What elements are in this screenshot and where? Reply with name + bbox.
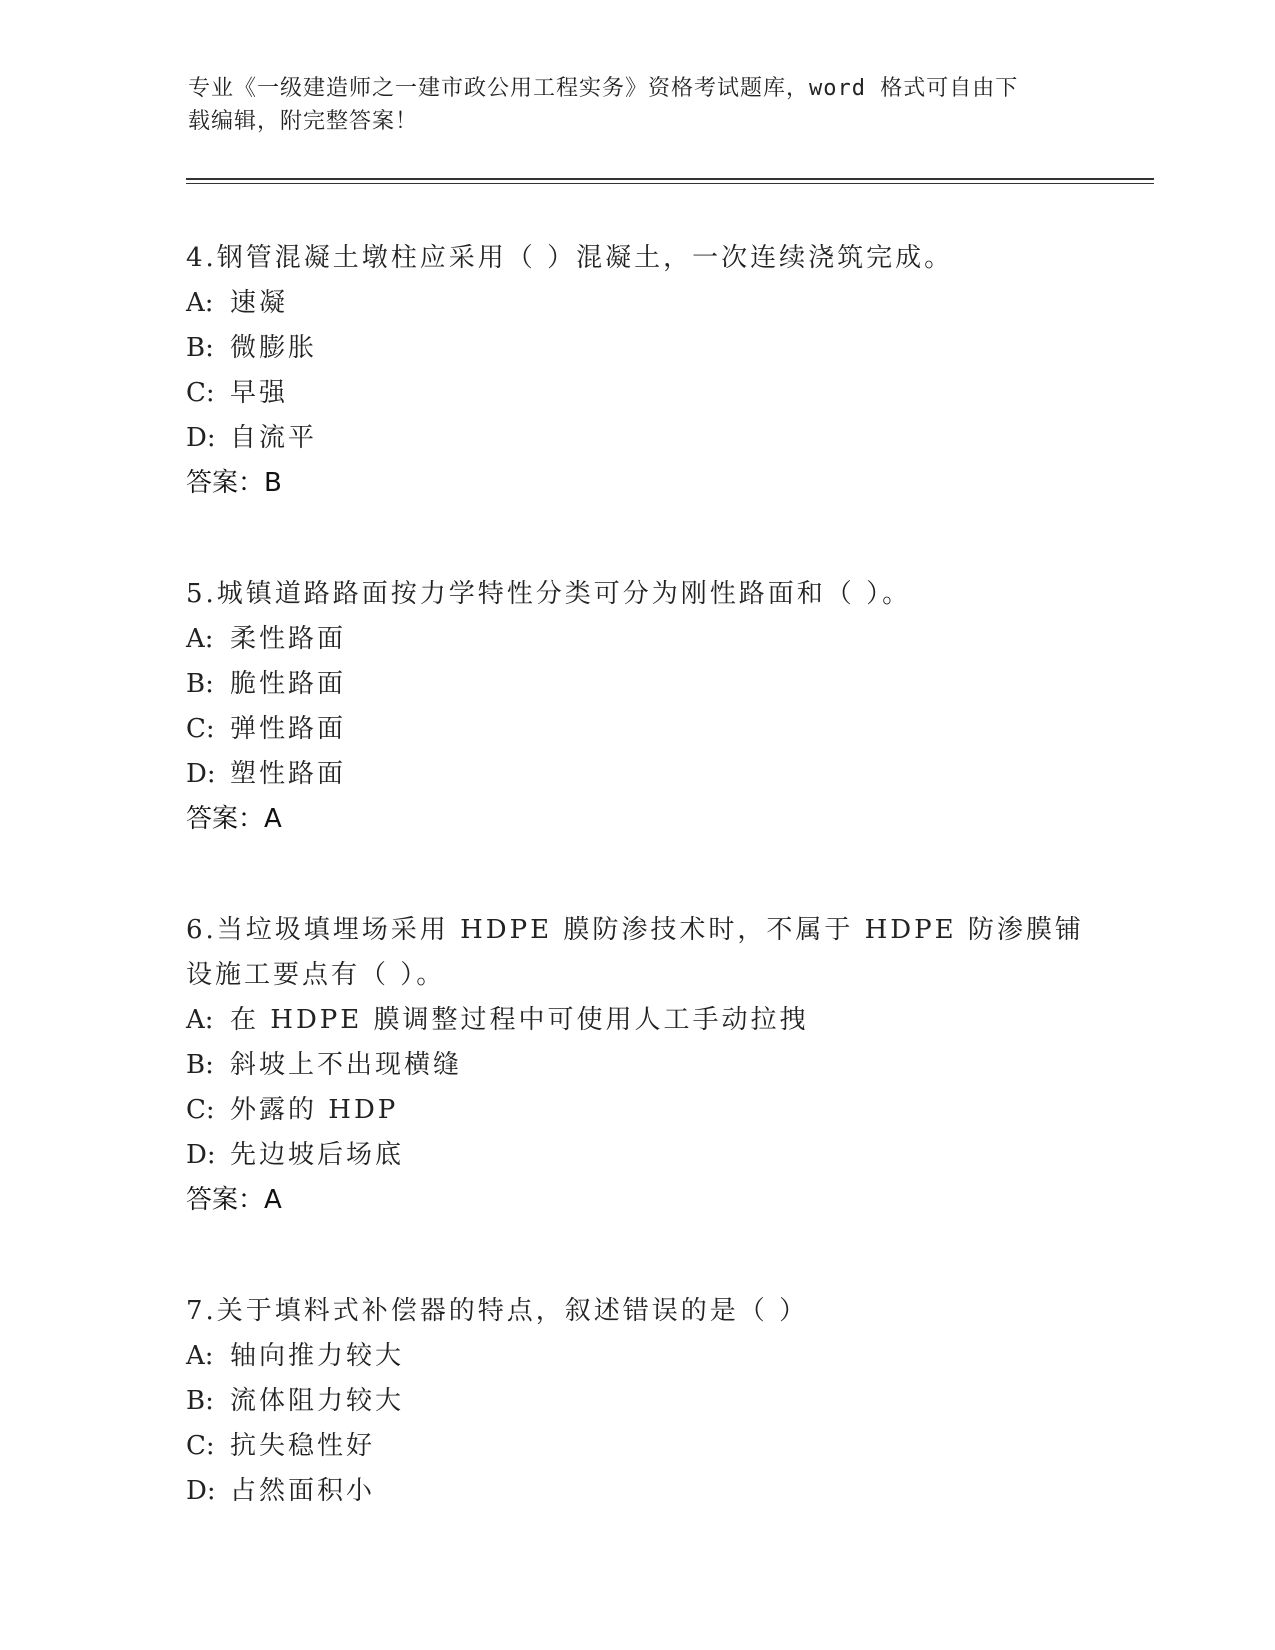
option-b xyxy=(186,1379,1086,1424)
option-key: D: xyxy=(186,423,216,453)
option-b xyxy=(186,1043,1086,1088)
question-4 xyxy=(186,236,1086,506)
question-list xyxy=(186,236,1086,1580)
option-b xyxy=(186,662,1086,707)
option-key: B: xyxy=(186,1050,214,1080)
header-line-1: 专业《一级建造师之一建市政公用工程实务》资格考试题库，word 格式可自由下 xyxy=(188,76,1019,101)
option-key: B: xyxy=(186,1386,214,1416)
option-a xyxy=(186,617,1086,662)
option-key: C: xyxy=(186,378,215,408)
answer-line: 答案：A xyxy=(186,804,282,834)
option-a xyxy=(186,998,1086,1043)
option-key: B: xyxy=(186,333,214,363)
question-5 xyxy=(186,572,1086,842)
option-text: 脆性路面 xyxy=(230,669,347,699)
question-text: 6.当垃圾填埋场采用 HDPE 膜防渗技术时，不属于 HDPE 防渗膜铺设施工要点有（ ）。 xyxy=(186,915,1084,990)
option-text: 自流平 xyxy=(230,423,318,453)
option-a xyxy=(186,281,1086,326)
option-text: 速凝 xyxy=(230,288,289,318)
option-key: A: xyxy=(186,1005,214,1035)
answer-line: 答案：A xyxy=(186,1185,282,1215)
option-key: A: xyxy=(186,624,214,654)
option-text: 占然面积小 xyxy=(230,1476,376,1506)
option-key: C: xyxy=(186,714,215,744)
header-divider-thin xyxy=(186,183,1154,184)
option-text: 弹性路面 xyxy=(230,714,347,744)
option-text: 外露的 HDP xyxy=(230,1095,399,1125)
option-text: 先边坡后场底 xyxy=(230,1140,405,1170)
option-text: 塑性路面 xyxy=(230,759,347,789)
option-text: 在 HDPE 膜调整过程中可使用人工手动拉拽 xyxy=(230,1005,809,1035)
option-c xyxy=(186,1424,1086,1469)
option-key: A: xyxy=(186,288,214,318)
header-divider-thick xyxy=(186,178,1154,180)
option-text: 微膨胀 xyxy=(230,333,318,363)
question-text: 4.钢管混凝土墩柱应采用（ ）混凝土，一次连续浇筑完成。 xyxy=(186,243,954,273)
option-text: 斜坡上不出现横缝 xyxy=(230,1050,463,1080)
option-key: B: xyxy=(186,669,214,699)
option-key: C: xyxy=(186,1095,215,1125)
option-a xyxy=(186,1334,1086,1379)
option-b xyxy=(186,326,1086,371)
option-c xyxy=(186,707,1086,752)
header-line-2: 载编辑，附完整答案！ xyxy=(188,109,419,134)
answer-line: 答案：B xyxy=(186,468,282,498)
option-d xyxy=(186,752,1086,797)
option-key: A: xyxy=(186,1341,214,1371)
option-key: C: xyxy=(186,1431,215,1461)
option-text: 早强 xyxy=(230,378,289,408)
document-header xyxy=(188,72,1088,138)
option-text: 抗失稳性好 xyxy=(230,1431,376,1461)
option-text: 轴向推力较大 xyxy=(230,1341,405,1371)
question-6 xyxy=(186,908,1086,1223)
option-key: D: xyxy=(186,759,216,789)
option-c xyxy=(186,1088,1086,1133)
question-text: 5.城镇道路路面按力学特性分类可分为刚性路面和（ ）。 xyxy=(186,579,912,609)
option-text: 流体阻力较大 xyxy=(230,1386,405,1416)
option-key: D: xyxy=(186,1476,216,1506)
option-key: D: xyxy=(186,1140,216,1170)
option-d xyxy=(186,1469,1086,1514)
question-text: 7.关于填料式补偿器的特点，叙述错误的是（ ） xyxy=(186,1296,809,1326)
option-c xyxy=(186,371,1086,416)
option-d xyxy=(186,1133,1086,1178)
option-text: 柔性路面 xyxy=(230,624,347,654)
option-d xyxy=(186,416,1086,461)
question-7 xyxy=(186,1289,1086,1514)
